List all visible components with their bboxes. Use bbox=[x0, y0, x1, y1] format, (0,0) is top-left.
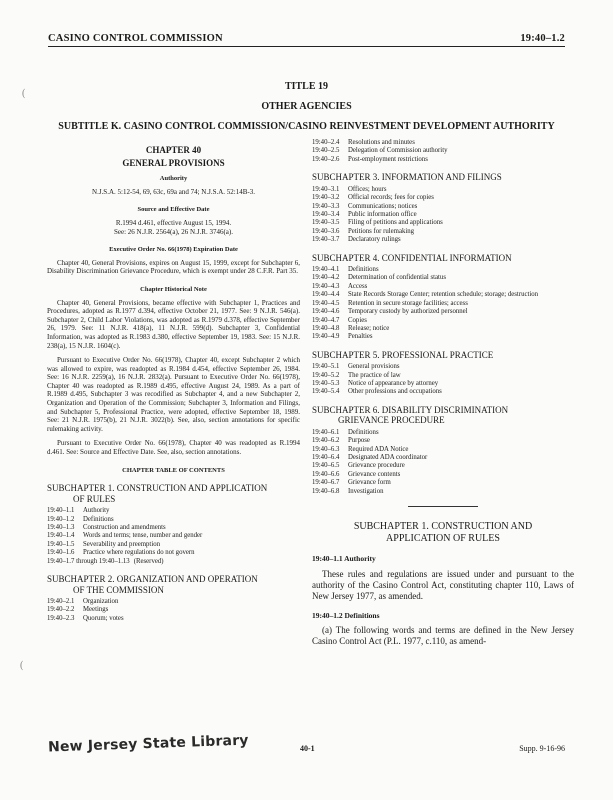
toc-entry-title: Delegation of Commission authority bbox=[348, 147, 448, 155]
toc-entry-title: The practice of law bbox=[348, 371, 401, 379]
toc-subchapter-5: SUBCHAPTER 5. PROFESSIONAL PRACTICE bbox=[312, 349, 494, 360]
exec-order-heading: Executive Order No. 66(1978) Expiration Date bbox=[109, 246, 238, 254]
toc-entry-title: Practice where regulations do not govern bbox=[83, 549, 195, 557]
toc-entry bbox=[312, 446, 574, 454]
toc-entry-number: 19:40–1.1 bbox=[47, 507, 75, 515]
toc-entry bbox=[312, 317, 574, 325]
toc-entry-title: Petitions for rulemaking bbox=[348, 227, 415, 235]
source-line-2: See: 26 N.J.R. 2564(a), 26 N.J.R. 3746(a). bbox=[114, 227, 233, 236]
toc-entry-title: Grievance contents bbox=[348, 470, 401, 478]
running-header bbox=[48, 33, 565, 44]
toc-entry-title: Grievance form bbox=[348, 479, 391, 487]
toc-entry-title: Other professions and occupations bbox=[348, 388, 442, 396]
toc-entry-title: State Records Storage Center; retention schedule; storage; destruction bbox=[348, 291, 539, 299]
toc-entry-title: Determination of confidential status bbox=[348, 274, 446, 282]
toc-entry bbox=[47, 507, 300, 515]
toc-subchapter-6-list bbox=[312, 429, 574, 496]
toc-entry-title: General provisions bbox=[348, 363, 400, 371]
supplement-date: Supp. 9-16-96 bbox=[519, 744, 565, 753]
section-divider bbox=[408, 506, 478, 507]
toc-subchapter-3: SUBCHAPTER 3. INFORMATION AND FILINGS bbox=[312, 172, 502, 183]
toc-entry-title: Authority bbox=[83, 507, 110, 515]
toc-entry bbox=[47, 598, 300, 606]
toc-entry-title: Copies bbox=[348, 316, 367, 324]
toc-entry-title: Investigation bbox=[348, 487, 384, 495]
toc-entry bbox=[312, 454, 574, 462]
toc-entry-number: 19:40–1.5 bbox=[47, 540, 75, 548]
header-rule bbox=[48, 46, 565, 47]
toc-entry-number: 19:40–3.3 bbox=[312, 202, 340, 210]
authority-heading: Authority bbox=[159, 175, 188, 183]
toc-entry-number: 19:40–6.2 bbox=[312, 437, 340, 445]
toc-entry-number: 19:40–3.1 bbox=[312, 185, 340, 193]
scan-mark: ( bbox=[22, 88, 26, 99]
toc-entry bbox=[312, 266, 574, 274]
toc-entry-title: Penalties bbox=[348, 333, 373, 341]
title-block bbox=[0, 80, 613, 134]
toc-entry-number: 19:40–4.2 bbox=[312, 274, 340, 282]
toc-entry bbox=[47, 606, 300, 614]
toc-entry-number: 19:40–4.4 bbox=[312, 291, 340, 299]
toc-entry-number: 19:40–5.2 bbox=[312, 371, 340, 379]
toc-entry-number: 19:40–6.5 bbox=[312, 462, 340, 470]
toc-entry bbox=[312, 219, 574, 227]
section-2-text: (a) The following words and terms are defined in the New Jersey Casino Control Act (P.L. 1977, c.110, as amend- bbox=[312, 625, 574, 647]
section-1-heading: 19:40–1.1 Authority bbox=[312, 554, 376, 564]
toc-entry-number: 19:40–2.3 bbox=[47, 614, 75, 622]
toc-subchapter-2-line-2: OF THE COMMISSION bbox=[73, 584, 164, 595]
toc-entry-number: 19:40–1.2 bbox=[47, 515, 75, 523]
toc-entry bbox=[47, 549, 300, 557]
chapter-number: CHAPTER 40 bbox=[145, 145, 202, 155]
history-paragraph-1: Chapter 40, General Provisions, became effective with Subchapter 1, Practices and Procedures, adopted as R.1977 d.394, effective October 21, 1977. See: 9 N.J.R. 546(a). Subchapter 2, Child Labor Violations, was adopted as R.1979 d.378, effective September 26, 1979. See: 11 N.J.R. 418(a), 11 N.J.R. 599(d). Subchapter 3, Confidential Information, was adopted as R.1983 d.380, effective September 19, 1983. See: 15 N.J.R. 238(a), 15 N.J.R. 1604(c). bbox=[47, 298, 300, 350]
toc-entry-number: 19:40–2.4 bbox=[312, 139, 340, 146]
title-number: TITLE 19 bbox=[284, 81, 329, 92]
history-heading: Chapter Historical Note bbox=[140, 285, 207, 293]
toc-entry bbox=[312, 211, 574, 219]
toc-entry bbox=[312, 372, 574, 380]
toc-entry-number: 19:40–2.2 bbox=[47, 606, 75, 614]
toc-entry-title: Temporary custody by authorized personnel bbox=[348, 308, 468, 316]
toc-entry-number: 19:40–4.6 bbox=[312, 308, 340, 316]
toc-entry-title: Definitions bbox=[83, 515, 114, 523]
toc-entry bbox=[312, 363, 574, 371]
title-name: OTHER AGENCIES bbox=[261, 101, 352, 112]
toc-entry-number: 19:40–3.4 bbox=[312, 210, 340, 218]
toc-entry-title: Severability and preemption bbox=[83, 540, 161, 548]
toc-entry-number: 19:40–6.1 bbox=[312, 428, 340, 436]
body-subchapter-heading-line-2: APPLICATION OF RULES bbox=[386, 533, 500, 545]
toc-entry-number: 19:40–6.8 bbox=[312, 487, 340, 495]
toc-entry bbox=[312, 437, 574, 445]
toc-entry-title: Purpose bbox=[348, 437, 370, 445]
toc-entry-number: 19:40–6.3 bbox=[312, 445, 340, 453]
toc-entry-number: 19:40–3.6 bbox=[312, 227, 340, 235]
toc-entry bbox=[312, 380, 574, 388]
page-number: 40-1 bbox=[300, 744, 315, 753]
toc-entry-title: Release; notice bbox=[348, 324, 390, 332]
exec-order-text: Chapter 40, General Provisions, expires on August 15, 1999, except for Subchapter 6, Disability Discrimination Grievance Procedure, which is exempt under 28 C.F.R. Part 35. bbox=[47, 258, 300, 276]
history-paragraph-2: Pursuant to Executive Order No. 66(1978), Chapter 40, except Subchapter 2 which was allowed to expire, was readopted as R.1984 d.454, effective September 26, 1984. See: 16 N.J.R. 2259(a), 16 N.J.R. 2832(a). Pursuant to Executive Order No. 66(1978), Chapter 40 was readopted as R.1989 d.495, effective August 24, 1989. As a part of R.1989 d.495, Subchapter 3 was recodified as Subchapter 4, and a new Subchapter 2, Organization and Operation of the Commission; Subchapter 3, Information and Filings, and Subchapter 5, Professional Practice, were adopted, effective September 18, 1989. See: 21 N.J.R. 1975(b), 21 N.J.R. 3022(b). See, also, section annotations for specific rulemaking activity. bbox=[47, 356, 300, 433]
toc-entry bbox=[312, 228, 574, 236]
chapter-title: GENERAL PROVISIONS bbox=[122, 157, 225, 168]
toc-entry-title: Words and terms; tense, number and gender bbox=[83, 532, 203, 540]
toc-entry bbox=[47, 524, 300, 532]
toc-entry-number: 19:40–4.7 bbox=[312, 316, 340, 324]
toc-subchapter-1-line-2: OF RULES bbox=[73, 493, 116, 504]
toc-subchapter-2-list bbox=[47, 598, 300, 623]
toc-entry-number: 19:40–4.9 bbox=[312, 333, 340, 341]
toc-entry-title: Grievance procedure bbox=[348, 462, 405, 470]
toc-entry-number: 19:40–6.7 bbox=[312, 479, 340, 487]
toc-entry bbox=[47, 541, 300, 549]
toc-entry bbox=[312, 194, 574, 202]
toc-entry-number: 19:40–1.6 bbox=[47, 549, 75, 557]
toc-entry-title: (Reserved) bbox=[133, 557, 164, 565]
toc-subchapter-5-list bbox=[312, 363, 574, 397]
toc-entry bbox=[312, 479, 574, 487]
source-heading: Source and Effective Date bbox=[137, 206, 210, 214]
toc-entry bbox=[312, 236, 574, 244]
toc-subchapter-2-continued bbox=[312, 139, 574, 164]
toc-heading: CHAPTER TABLE OF CONTENTS bbox=[122, 466, 225, 474]
toc-entry bbox=[312, 186, 574, 194]
section-1-text: These rules and regulations are issued under and pursuant to the authority of the Casino Control Act, constituting chapter 110, Laws of New Jersey 1977, as amended. bbox=[312, 568, 574, 601]
toc-entry bbox=[47, 532, 300, 540]
toc-entry bbox=[312, 462, 574, 470]
toc-entry bbox=[47, 558, 300, 566]
toc-entry-title: Quorum; votes bbox=[83, 614, 124, 622]
toc-entry-title: Post-employment restrictions bbox=[348, 155, 428, 163]
toc-entry-title: Definitions bbox=[348, 266, 379, 274]
right-column bbox=[312, 139, 574, 647]
toc-entry-title: Public information office bbox=[348, 210, 417, 218]
left-column bbox=[47, 139, 300, 623]
toc-entry-title: Construction and amendments bbox=[83, 524, 166, 532]
toc-entry-number: 19:40–4.1 bbox=[312, 266, 340, 274]
toc-entry-number: 19:40–6.4 bbox=[312, 454, 340, 462]
toc-entry-title: Access bbox=[348, 282, 368, 290]
toc-entry bbox=[47, 516, 300, 524]
toc-entry-number: 19:40–4.8 bbox=[312, 324, 340, 332]
toc-entry-number: 19:40–5.3 bbox=[312, 380, 340, 388]
scan-mark: ( bbox=[20, 660, 24, 671]
library-stamp: New Jersey State Library bbox=[47, 732, 249, 756]
toc-subchapter-6-line-2: GRIEVANCE PROCEDURE bbox=[338, 415, 445, 426]
toc-entry-number: 19:40–5.1 bbox=[312, 363, 340, 371]
body-subchapter-heading-line-1: SUBCHAPTER 1. CONSTRUCTION AND bbox=[353, 521, 533, 533]
toc-subchapter-1-list bbox=[47, 507, 300, 566]
toc-entry bbox=[312, 333, 574, 341]
toc-entry bbox=[312, 300, 574, 308]
toc-entry bbox=[312, 203, 574, 211]
authority-text: N.J.S.A. 5:12-54, 69, 63c, 69a and 74; N.J.S.A. 52:14B-3. bbox=[92, 187, 255, 196]
toc-entry-number: 19:40–2.1 bbox=[47, 598, 75, 606]
toc-entry-number: 19:40–1.7 through 19:40–1.13 bbox=[47, 557, 130, 565]
toc-entry bbox=[312, 283, 574, 291]
toc-entry bbox=[312, 156, 574, 164]
toc-entry-number: 19:40–3.7 bbox=[312, 236, 340, 244]
header-right: 19:40–1.2 bbox=[520, 33, 565, 44]
toc-subchapter-6 bbox=[312, 405, 574, 426]
toc-entry-number: 19:40–4.5 bbox=[312, 299, 340, 307]
toc-entry bbox=[312, 471, 574, 479]
history-paragraph-3: Pursuant to Executive Order No. 66(1978), Chapter 40 was readopted as R.1994 d.461. See: Source and Effective Date. See, also, section annotations. bbox=[47, 439, 300, 457]
toc-entry-number: 19:40–4.3 bbox=[312, 282, 340, 290]
toc-entry-title: Declaratory rulings bbox=[348, 236, 401, 244]
toc-entry-title: Organization bbox=[83, 598, 119, 606]
toc-subchapter-1-line-1: SUBCHAPTER 1. CONSTRUCTION AND APPLICATION bbox=[47, 483, 268, 494]
toc-entry-number: 19:40–1.3 bbox=[47, 524, 75, 532]
toc-entry bbox=[312, 325, 574, 333]
toc-entry-title: Notice of appearance by attorney bbox=[348, 380, 439, 388]
toc-entry bbox=[312, 274, 574, 282]
toc-subchapter-6-line-1: SUBCHAPTER 6. DISABILITY DISCRIMINATION bbox=[312, 404, 509, 415]
toc-entry-title: Required ADA Notice bbox=[348, 445, 409, 453]
toc-entry-title: Definitions bbox=[348, 428, 379, 436]
toc-subchapter-3-list bbox=[312, 186, 574, 245]
toc-entry bbox=[312, 488, 574, 496]
toc-entry bbox=[312, 429, 574, 437]
toc-entry bbox=[47, 615, 300, 623]
toc-entry-number: 19:40–6.6 bbox=[312, 470, 340, 478]
toc-entry-number: 19:40–2.6 bbox=[312, 155, 340, 163]
toc-entry-title: Retention in secure storage facilities; access bbox=[348, 299, 468, 307]
toc-subchapter-1 bbox=[47, 483, 300, 504]
toc-entry-title: Meetings bbox=[83, 606, 109, 614]
toc-entry-title: Filing of petitions and applications bbox=[348, 219, 443, 227]
toc-entry-number: 19:40–3.5 bbox=[312, 219, 340, 227]
toc-entry-number: 19:40–2.5 bbox=[312, 147, 340, 155]
toc-entry-title: Official records; fees for copies bbox=[348, 194, 434, 202]
toc-entry-number: 19:40–3.2 bbox=[312, 194, 340, 202]
toc-entry-title: Resolutions and minutes bbox=[348, 139, 415, 146]
toc-entry-title: Offices; hours bbox=[348, 185, 387, 193]
subtitle: SUBTITLE K. CASINO CONTROL COMMISSION/CASINO REINVESTMENT DEVELOPMENT AUTHORITY bbox=[58, 121, 555, 132]
toc-entry bbox=[312, 308, 574, 316]
toc-subchapter-2 bbox=[47, 574, 300, 595]
toc-entry-title: Designated ADA coordinator bbox=[348, 454, 428, 462]
toc-entry-number: 19:40–5.4 bbox=[312, 388, 340, 396]
toc-entry bbox=[312, 291, 574, 299]
toc-entry-number: 19:40–1.4 bbox=[47, 532, 75, 540]
toc-entry bbox=[312, 147, 574, 155]
toc-entry-title: Communications; notices bbox=[348, 202, 418, 210]
toc-subchapter-4-list bbox=[312, 266, 574, 342]
source-line-1: R.1994 d.461, effective August 15, 1994. bbox=[115, 218, 232, 227]
toc-subchapter-4: SUBCHAPTER 4. CONFIDENTIAL INFORMATION bbox=[312, 252, 512, 263]
header-left: CASINO CONTROL COMMISSION bbox=[48, 33, 223, 44]
section-2-heading: 19:40–1.2 Definitions bbox=[312, 610, 380, 620]
toc-entry bbox=[312, 388, 574, 396]
toc-subchapter-2-line-1: SUBCHAPTER 2. ORGANIZATION AND OPERATION bbox=[47, 574, 258, 585]
toc-entry bbox=[312, 139, 574, 147]
